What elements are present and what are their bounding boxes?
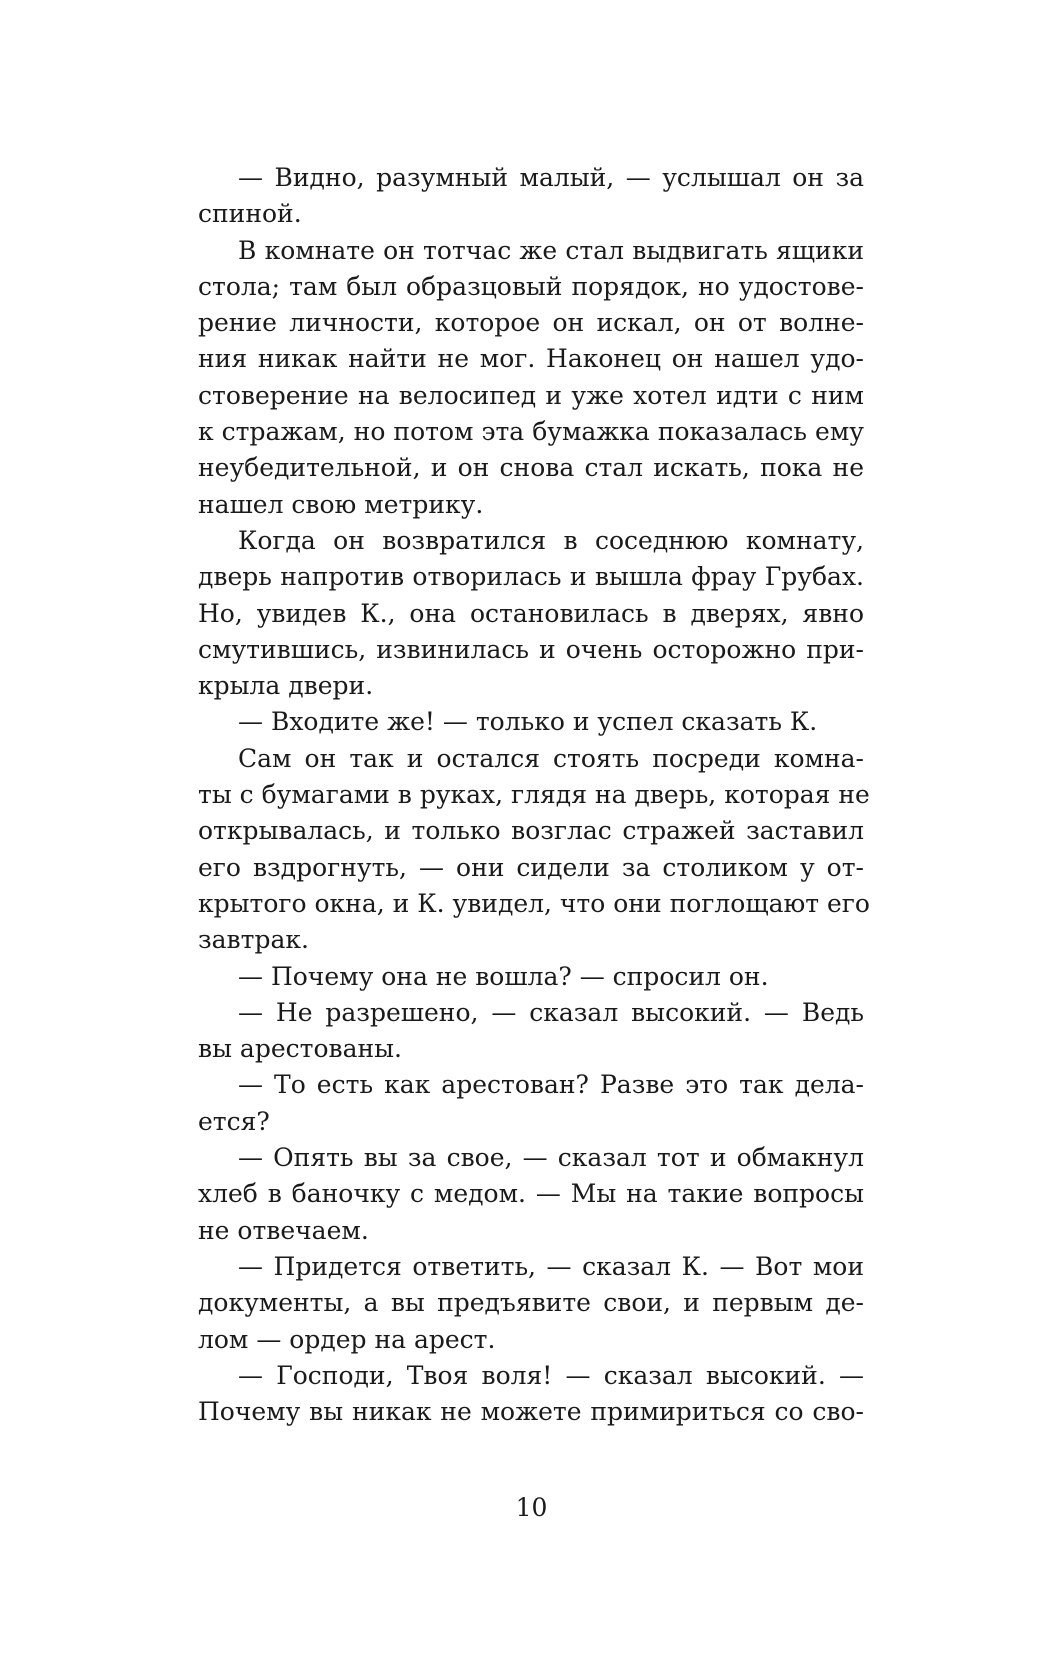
text-line: нашел свою метрику.: [198, 489, 484, 519]
text-line: — Входите же! — только и успел сказать К.: [238, 707, 818, 737]
text-line: к стражам, но потом эта бумажка показалась ему: [198, 417, 864, 447]
text-line: — Почему она не вошла? — спросил он.: [238, 961, 769, 991]
text-line: дверь напротив отворилась и вышла фрау Грубах.: [198, 562, 864, 592]
text-line: неубедительной, и он снова стал искать, пока не: [198, 453, 864, 483]
text-line: — Опять вы за свое, — сказал тот и обмакнул: [238, 1143, 864, 1173]
text-line: его вздрогнуть, — они сидели за столиком у от-: [198, 852, 864, 882]
text-line: завтрак.: [198, 925, 309, 955]
text-line: вы арестованы.: [198, 1034, 402, 1064]
text-line: стоверение на велосипед и уже хотел идти с ним: [198, 380, 864, 410]
text-line: Но, увидев К., она остановилась в дверях, явно: [198, 598, 864, 628]
text-line: документы, а вы предъявите свои, и первым де-: [198, 1288, 864, 1318]
text-line: крытого окна, и К. увидел, что они поглощают его: [198, 888, 870, 918]
text-line: ты с бумагами в руках, глядя на дверь, которая не: [198, 780, 870, 810]
text-line: не отвечаем.: [198, 1215, 369, 1245]
text-line: ния никак найти не мог. Наконец он нашел удо-: [198, 344, 864, 374]
text-line: хлеб в баночку с медом. — Мы на такие вопросы: [198, 1179, 864, 1209]
text-line: — Не разрешено, — сказал высокий. — Ведь: [238, 997, 864, 1027]
text-line: смутившись, извинилась и очень осторожно при-: [198, 634, 864, 664]
text-line: — Видно, разумный малый, — услышал он за: [238, 163, 864, 192]
text-line: крыла двери.: [198, 671, 374, 701]
text-line: — Придется ответить, — сказал К. — Вот мои: [238, 1251, 864, 1281]
text-line: В комнате он тотчас же стал выдвигать ящики: [238, 235, 864, 265]
text-line: стола; там был образцовый порядок, но удостове-: [198, 271, 864, 301]
page-number: 10: [515, 1493, 548, 1522]
text-line: рение личности, которое он искал, он от волне-: [198, 308, 864, 338]
text-line: Сам он так и остался стоять посреди комна-: [238, 743, 864, 773]
text-line: спиной.: [198, 199, 302, 229]
text-line: — Господи, Твоя воля! — сказал высокий. —: [238, 1360, 864, 1390]
body-text: [198, 160, 870, 1430]
text-line: лом — ордер на арест.: [198, 1324, 496, 1354]
text-line: — То есть как арестован? Разве это так дела-: [238, 1070, 864, 1100]
text-line: Когда он возвратился в соседнюю комнату,: [238, 525, 864, 555]
text-line: Почему вы никак не можете примириться со сво-: [198, 1397, 864, 1427]
text-line: ется?: [198, 1106, 270, 1136]
text-line: открывалась, и только возглас стражей заставил: [198, 816, 864, 846]
